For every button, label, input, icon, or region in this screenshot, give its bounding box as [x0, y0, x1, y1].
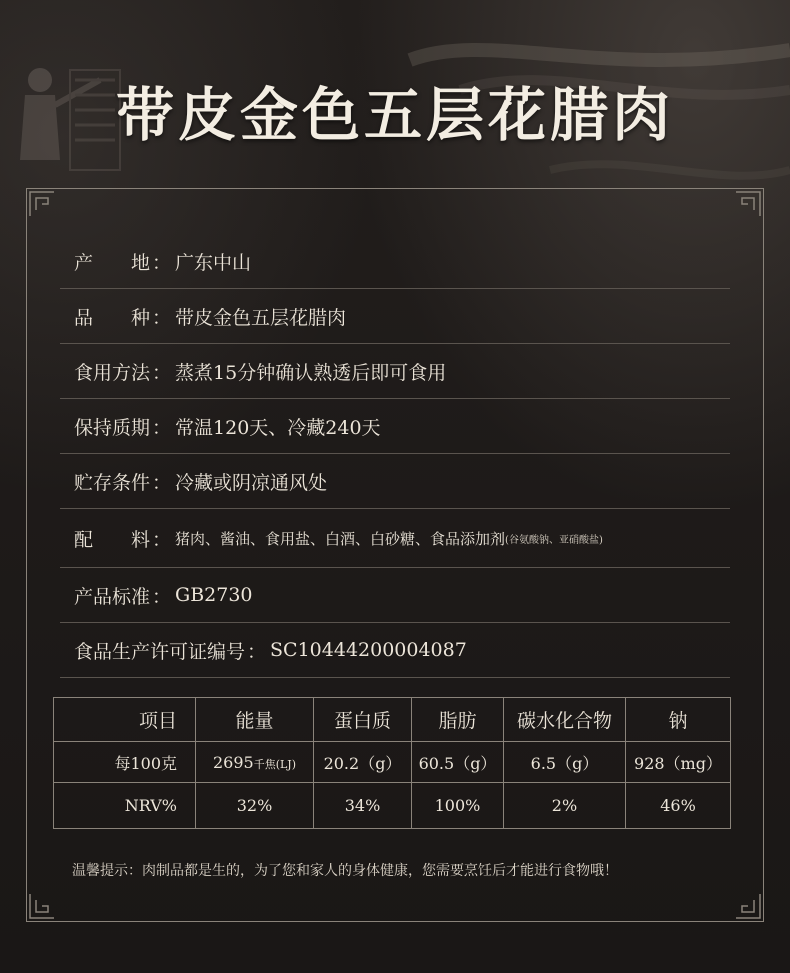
energy-value: 2695 — [212, 752, 254, 772]
info-value: SC10444200004087 — [270, 639, 467, 661]
row-label: NRV% — [54, 783, 196, 829]
info-row-license — [60, 623, 730, 678]
header-cell-fat: 脂肪 — [412, 698, 504, 742]
info-row-origin — [60, 234, 730, 289]
info-row-storage — [60, 454, 730, 509]
info-value: 冷藏或阴凉通风处 — [175, 471, 328, 494]
page-title: 带皮金色五层花腊肉 — [115, 81, 674, 149]
warm-tip-note: 温馨提示：肉制品都是生的，为了您和家人的身体健康，您需要烹饪后才能进行食物哦！ — [72, 863, 618, 879]
info-value: 广东中山 — [175, 251, 252, 274]
info-label: 产品标准 — [74, 585, 151, 608]
cell-carb: 2% — [504, 783, 626, 829]
separator: ： — [247, 640, 267, 663]
info-value: 蒸煮15分钟确认熟透后即可食用 — [175, 361, 447, 384]
nutrition-table — [53, 697, 731, 829]
header-cell-carb: 碳水化合物 — [504, 698, 626, 742]
cell-protein: 20.2（g） — [314, 742, 412, 783]
info-value: 猪肉、酱油、食用盐、白酒、白砂糖、食品添加剂 — [175, 529, 506, 548]
energy-unit: 千焦(LJ) — [253, 757, 297, 771]
info-row-ingredients — [60, 509, 730, 568]
cell-fat: 60.5（g） — [412, 742, 504, 783]
cell-protein: 34% — [314, 783, 412, 829]
info-label: 贮存条件 — [74, 471, 151, 494]
info-label: 保持质期 — [74, 416, 151, 439]
info-label: 配 料 — [74, 528, 151, 551]
frame-corner-ornament — [734, 190, 762, 218]
nutrition-header-row — [54, 698, 731, 742]
separator: ： — [152, 471, 172, 494]
cell-carb: 6.5（g） — [504, 742, 626, 783]
nutrition-row-nrv — [54, 783, 731, 829]
header-cell-protein: 蛋白质 — [314, 698, 412, 742]
cell-energy — [196, 742, 314, 783]
info-label: 品 种 — [74, 306, 151, 329]
frame-corner-ornament — [28, 190, 56, 218]
nutrition-row-per100 — [54, 742, 731, 783]
frame-corner-ornament — [28, 892, 56, 920]
info-value: 带皮金色五层花腊肉 — [175, 306, 347, 329]
separator: ： — [152, 251, 172, 274]
cell-sodium: 928（mg） — [626, 742, 731, 783]
info-row-shelf-life — [60, 399, 730, 454]
cell-sodium: 46% — [626, 783, 731, 829]
header-cell-energy: 能量 — [196, 698, 314, 742]
row-label: 每100克 — [54, 742, 196, 783]
additive-note: (谷氨酸钠、亚硝酸盐) — [505, 534, 603, 546]
info-value: 常温120天、冷藏240天 — [175, 416, 381, 439]
info-label: 产 地 — [74, 251, 151, 274]
info-row-usage — [60, 344, 730, 399]
info-label: 食品生产许可证编号 — [74, 640, 246, 663]
info-row-standard — [60, 568, 730, 623]
header-cell-item: 项目 — [54, 698, 196, 742]
info-value: GB2730 — [175, 584, 253, 606]
info-row-variety — [60, 289, 730, 344]
header-cell-sodium: 钠 — [626, 698, 731, 742]
separator: ： — [152, 528, 172, 551]
cell-energy: 32% — [196, 783, 314, 829]
separator: ： — [152, 416, 172, 439]
separator: ： — [152, 306, 172, 329]
product-info-list — [60, 234, 730, 678]
separator: ： — [152, 585, 172, 608]
info-label: 食用方法 — [74, 361, 151, 384]
cell-fat: 100% — [412, 783, 504, 829]
frame-corner-ornament — [734, 892, 762, 920]
separator: ： — [152, 361, 172, 384]
